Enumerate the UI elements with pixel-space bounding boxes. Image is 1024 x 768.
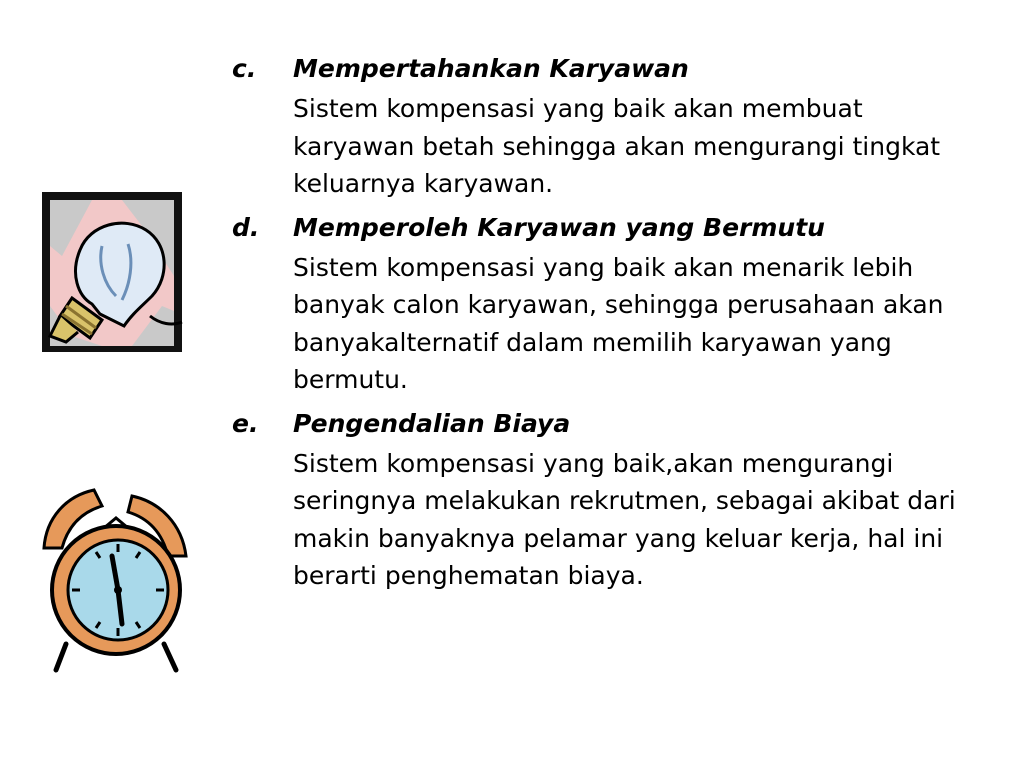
item-marker: c. (232, 54, 257, 83)
content-list (232, 52, 972, 603)
item-body: Sistem kompensasi yang baik akan membuat karyawan betah sehingga akan mengurangi tingkat keluarnya karyawan. (293, 94, 941, 198)
item-title: Mempertahankan Karyawan (293, 54, 689, 83)
light-bulb-icon (32, 186, 188, 362)
item-title: Memperoleh Karyawan yang Bermutu (293, 212, 825, 242)
item-title: Pengendalian Biaya (293, 408, 571, 438)
item-body: Sistem kompensasi yang baik akan menarik lebih banyak calon karyawan, sehingga perusahaan akan banyakalternatif dalam memilih karyawan yang bermutu. (293, 252, 944, 394)
item-heading (232, 52, 972, 90)
item-body: Sistem kompensasi yang baik,akan mengurangi seringnya melakukan rekrutmen, sebagai akibat dari makin banyaknya pelamar yang keluar kerja, hal ini berarti penghematan biaya. (293, 448, 956, 590)
item-heading (232, 407, 972, 445)
list-item (232, 211, 972, 399)
item-heading (232, 211, 972, 249)
item-marker: e. (232, 408, 259, 438)
list-item (232, 52, 972, 203)
alarm-clock-icon (36, 478, 194, 678)
item-marker: d. (232, 212, 260, 242)
list-item (232, 407, 972, 595)
